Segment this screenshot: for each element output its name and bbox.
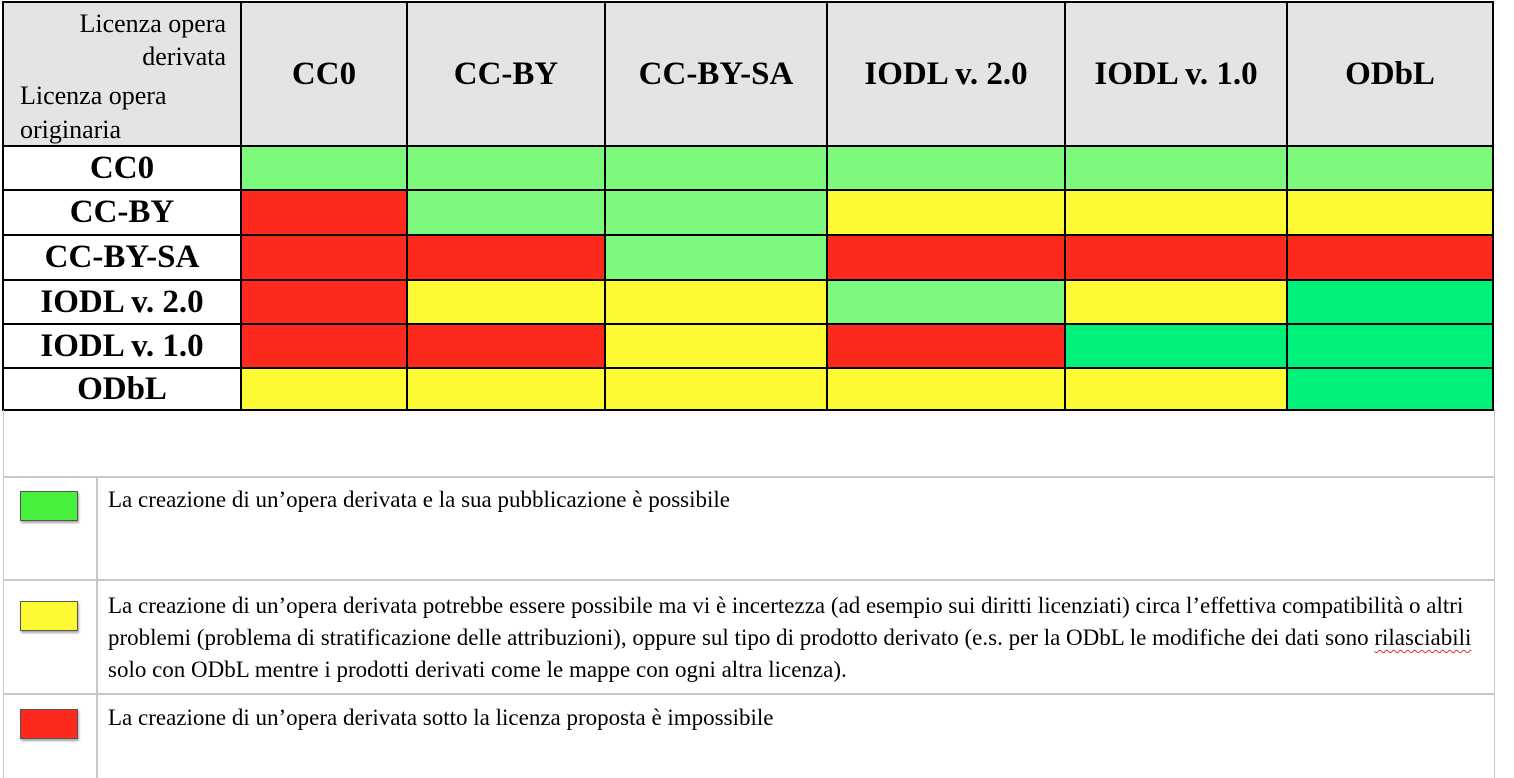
compat-cell-lightgreen <box>1065 146 1287 190</box>
compat-cell-lightgreen <box>605 235 827 280</box>
compat-cell-green <box>1287 368 1493 410</box>
col-header: CC-BY <box>407 2 605 146</box>
compat-cell-green <box>1287 280 1493 324</box>
row-header: CC0 <box>3 146 241 190</box>
matrix-row <box>3 368 1493 410</box>
header-row <box>3 2 1493 146</box>
row-header: IODL v. 1.0 <box>3 324 241 368</box>
compat-cell-yellow <box>605 368 827 410</box>
matrix-row <box>3 190 1493 235</box>
compat-cell-yellow <box>605 324 827 368</box>
compat-cell-lightgreen <box>241 146 407 190</box>
col-header: IODL v. 1.0 <box>1065 2 1287 146</box>
compat-cell-lightgreen <box>1287 146 1493 190</box>
compat-cell-yellow <box>1065 368 1287 410</box>
legend-divider <box>4 693 1494 695</box>
compat-cell-red <box>1287 235 1493 280</box>
compat-cell-lightgreen <box>605 190 827 235</box>
compat-cell-red <box>827 235 1065 280</box>
legend-divider <box>4 579 1494 581</box>
compat-cell-red <box>827 324 1065 368</box>
row-header: IODL v. 2.0 <box>3 280 241 324</box>
corner-cell <box>3 2 241 146</box>
row-header: CC-BY <box>3 190 241 235</box>
legend-divider <box>4 476 1494 478</box>
compat-cell-red <box>407 324 605 368</box>
matrix-row <box>3 280 1493 324</box>
compat-cell-yellow <box>1065 190 1287 235</box>
row-header: CC-BY-SA <box>3 235 241 280</box>
matrix-row <box>3 324 1493 368</box>
legend-text-possible: La creazione di un’opera derivata e la sua pubblicazione è possibile <box>108 487 730 512</box>
compat-cell-yellow <box>407 280 605 324</box>
compat-cell-lightgreen <box>605 146 827 190</box>
compat-cell-yellow <box>407 368 605 410</box>
compat-cell-yellow <box>605 280 827 324</box>
legend-column-divider <box>96 478 98 778</box>
compat-cell-red <box>241 324 407 368</box>
derived-license-label: Licenza opera derivata <box>79 9 226 71</box>
matrix-row <box>3 235 1493 280</box>
legend-swatch-uncertain <box>20 601 78 631</box>
compat-cell-red <box>1065 235 1287 280</box>
compat-cell-red <box>241 190 407 235</box>
legend <box>3 410 1495 778</box>
row-header: ODbL <box>3 368 241 410</box>
compat-cell-green <box>1065 324 1287 368</box>
compat-cell-yellow <box>1287 190 1493 235</box>
compat-cell-yellow <box>1065 280 1287 324</box>
compat-cell-red <box>407 235 605 280</box>
legend-text-impossible: La creazione di un’opera derivata sotto la licenza proposta è impossibile <box>108 705 774 730</box>
compat-cell-yellow <box>827 368 1065 410</box>
compat-cell-lightgreen <box>407 190 605 235</box>
col-header: ODbL <box>1287 2 1493 146</box>
col-header: CC0 <box>241 2 407 146</box>
compatibility-matrix <box>2 1 1494 411</box>
compat-cell-lightgreen <box>827 146 1065 190</box>
spellcheck-flagged-word: rilasciabili <box>1374 625 1472 650</box>
col-header: CC-BY-SA <box>605 2 827 146</box>
matrix-row <box>3 146 1493 190</box>
col-header: IODL v. 2.0 <box>827 2 1065 146</box>
compat-cell-red <box>241 235 407 280</box>
compat-cell-green <box>1287 324 1493 368</box>
original-license-label: Licenza opera originaria <box>20 81 167 144</box>
compat-cell-lightgreen <box>827 280 1065 324</box>
compat-cell-yellow <box>827 190 1065 235</box>
legend-swatch-possible <box>20 491 78 521</box>
legend-swatch-impossible <box>20 709 78 739</box>
legend-text-uncertain: La creazione di un’opera derivata potrebbe essere possibile ma vi è incertezza (ad esempio sui diritti licenziati) circa l’effettiva compatibilità o altri problemi (problema di stratificazione delle attribuzioni), oppure sul tipo di prodotto derivato (e.s. per la ODbL le modifiche dei dati sono rilasciabili solo con ODbL mentre i prodotti derivati come le mappe con ogni altra licenza). <box>108 593 1472 682</box>
compat-cell-lightgreen <box>407 146 605 190</box>
compat-cell-red <box>241 280 407 324</box>
compat-cell-yellow <box>241 368 407 410</box>
